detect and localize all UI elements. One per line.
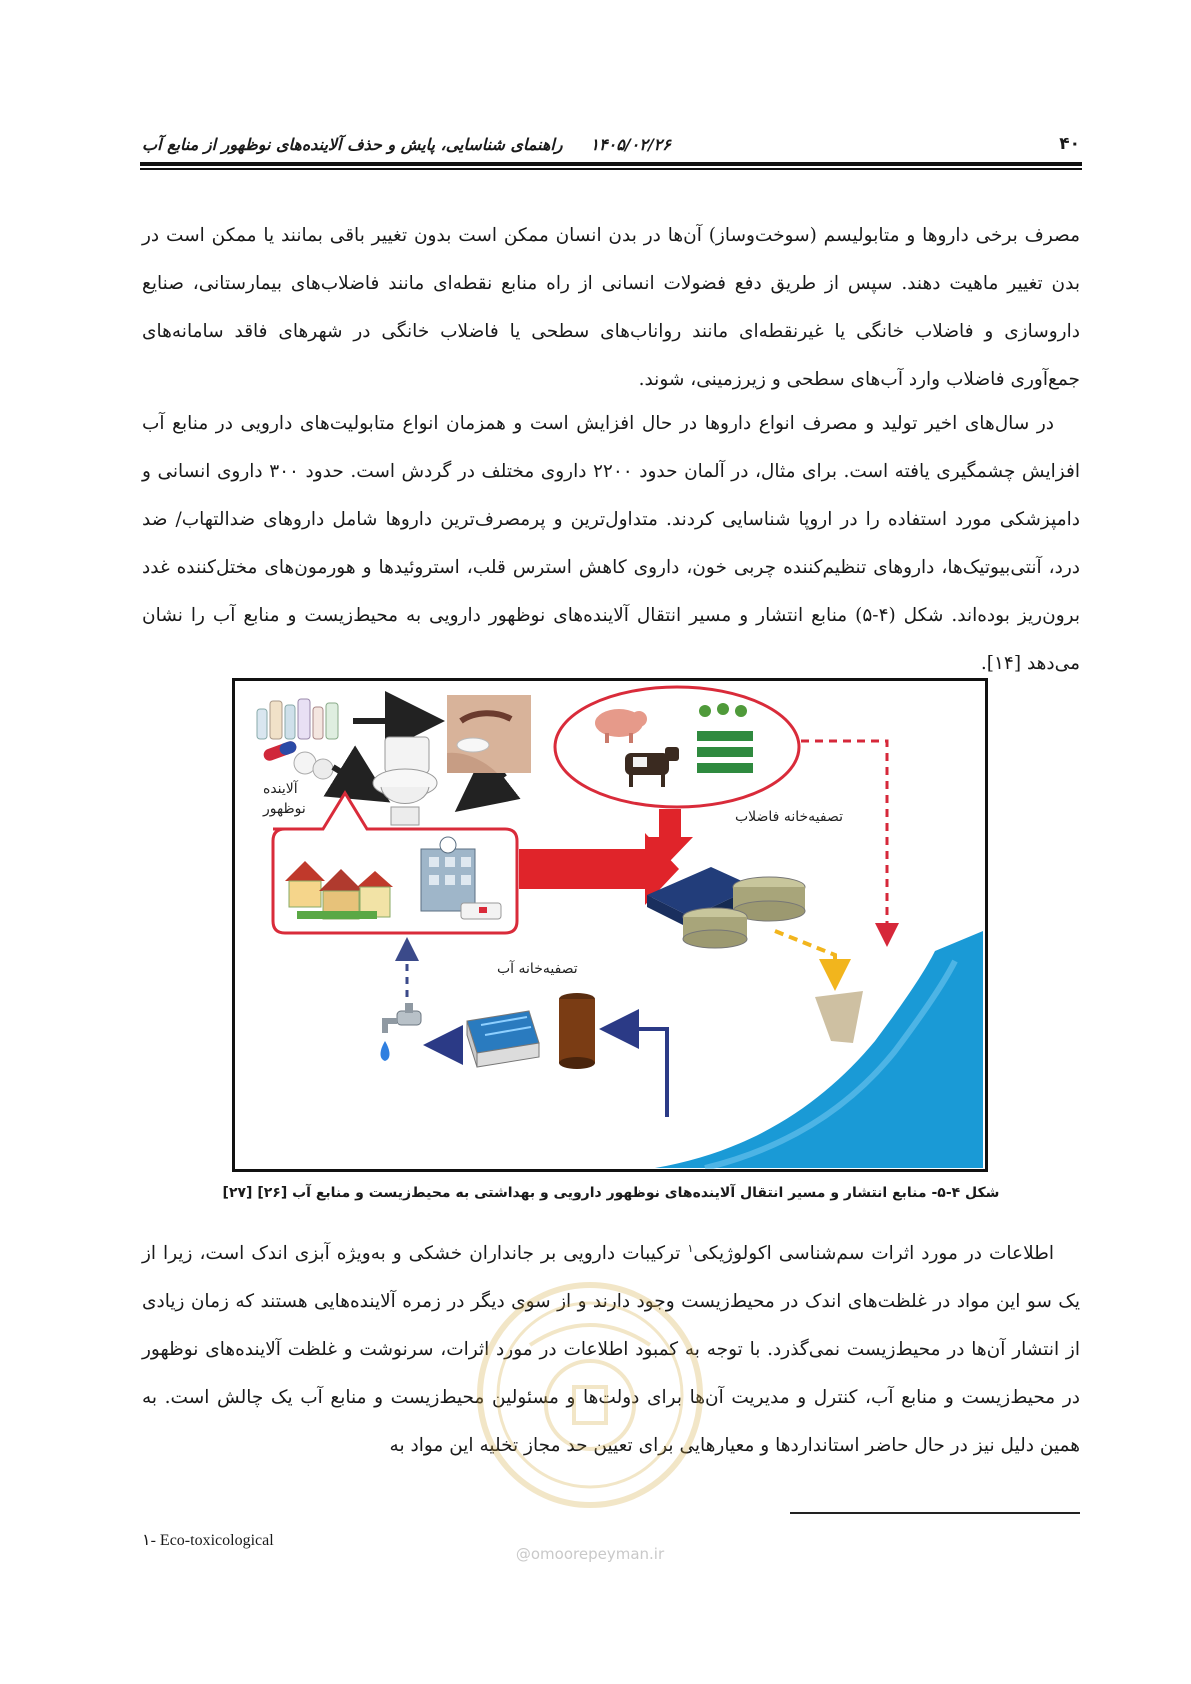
sediment-deposit xyxy=(815,991,863,1043)
person-taking-pill-icon xyxy=(447,695,531,773)
arrow-water-to-tank xyxy=(607,1029,667,1117)
dashed-effluent-to-water xyxy=(775,931,835,983)
water-body xyxy=(655,931,983,1168)
page-header xyxy=(142,130,1080,158)
header-title: راهنمای شناسایی، پایش و حذف آلاینده‌های نوظهور از منابع آب xyxy=(142,134,563,154)
storage-tank-icon xyxy=(559,993,595,1069)
label-wastewater-plant: تصفیه‌خانه فاضلاب xyxy=(735,809,844,825)
label-pollutant-line2: نوظهور xyxy=(263,801,306,817)
footnote-reference: ۱ xyxy=(687,1241,694,1255)
watermark-text: @omoorepeyman.ir xyxy=(515,1545,665,1563)
toilet-icon xyxy=(373,737,437,825)
figure-caption: شکل ۴-۵- منابع انتشار و مسیر انتقال آلاینده‌های نوظهور دارویی و بهداشتی به محیط‌زیست و منابع آب [۲۶] [۲۷] xyxy=(222,1185,1000,1201)
figure-diagram xyxy=(235,681,985,1169)
figure-pollution-pathways xyxy=(232,678,988,1172)
header-rule-thick xyxy=(140,162,1082,166)
pharmaceutical-products-icon xyxy=(257,699,338,779)
watermark-seal xyxy=(470,1275,710,1515)
footnote: ۱- Eco-toxicological xyxy=(142,1532,274,1549)
footnote-rule xyxy=(790,1512,1080,1514)
faucet-icon xyxy=(381,1003,422,1061)
running-header xyxy=(142,135,671,154)
header-date: ۱۴۰۵/۰۲/۲۶ xyxy=(590,134,671,154)
label-pollutant-line1: آلاینده xyxy=(263,781,298,797)
water-treatment-unit-icon xyxy=(467,1011,539,1067)
wastewater-treatment-plant-icon xyxy=(647,867,805,948)
dashed-runoff-to-water xyxy=(801,741,887,941)
agriculture-livestock-ellipse xyxy=(555,687,799,807)
page-number: ۴۰ xyxy=(1059,134,1080,154)
label-water-plant: تصفیه‌خانه آب xyxy=(497,961,578,977)
header-rule-thin xyxy=(140,168,1082,170)
paragraph-1: مصرف برخی داروها و متابولیسم (سوخت‌وساز) آن‌ها در بدن انسان ممکن است بدون تغییر باقی بمانند یا ممکن است در بدن تغییر ماهیت دهند. سپس از طریق دفع فضولات انسانی از راه منابع نقطه‌ای مانند فاضلاب‌های بیمارستانی، صنایع داروسازی و فاضلاب خانگی یا غیرنقطه‌ای مانند رواناب‌های سطحی یا فاضلاب خانگی در شهرهای فاقد سامانه‌های جمع‌آوری فاضلاب وارد آب‌های سطحی و زیرزمینی، شوند. xyxy=(142,225,1080,390)
arrow-consumption-to-toilet xyxy=(469,773,505,801)
paragraph-3-rest: ترکیبات دارویی بر جانداران خشکی و به‌ویژه آبزی اندک است، زیرا از یک سو این مواد در غلظت‌های اندک در محیط‌زیست وجود دارند و از سوی دیگر در زمره آلاینده‌هایی هستند که زمان زیادی از انتشار آن‌ها در محیط‌زیست نمی‌گذرد. با توجه به کمبود اطلاعات در مورد اثرات، سرنوشت و غلظت آلاینده‌های نوظهور در محیط‌زیست و منابع آب، کنترل و مدیریت آن‌ها برای دولت‌ها و مسئولین محیط‌زیست و منابع آب یک چالش است. به همین دلیل نیز در حال حاضر استانداردها و معیارهایی برای تعیین حد مجاز تخلیه این مواد به xyxy=(142,1243,1080,1456)
paragraph-2 xyxy=(142,400,1080,688)
paragraph-3-start: اطلاعات در مورد اثرات سم‌شناسی اکولوژیکی xyxy=(693,1243,1054,1264)
paragraph-2-text: در سال‌های اخیر تولید و مصرف انواع داروها در حال افزایش است و همزمان انواع متابولیت‌های دارویی در منابع آب افزایش چشمگیری یافته است. برای مثال، در آلمان حدود ۲۲۰۰ داروی مختلف در گردش است. حدود ۳۰۰ داروی انسانی و دامپزشکی مورد استفاده را در اروپا شناسایی کردند. متداول‌ترین و پرمصرف‌ترین داروها شامل داروهای ضدالتهاب/ ضد درد، آنتی‌بیوتیک‌ها، داروهای تنظیم‌کننده چربی خون، داروی کاهش استرس قلب، استروئیدها و هورمون‌های مختل‌کننده غدد برون‌ریز بوده‌اند. شکل (۴-۵) منابع انتشار و مسیر انتقال آلاینده‌های نوظهور دارویی به محیط‌زیست و منابع آب را نشان می‌دهد [۱۴]. xyxy=(142,413,1080,674)
arrow-pharma-to-toilet xyxy=(333,767,375,793)
